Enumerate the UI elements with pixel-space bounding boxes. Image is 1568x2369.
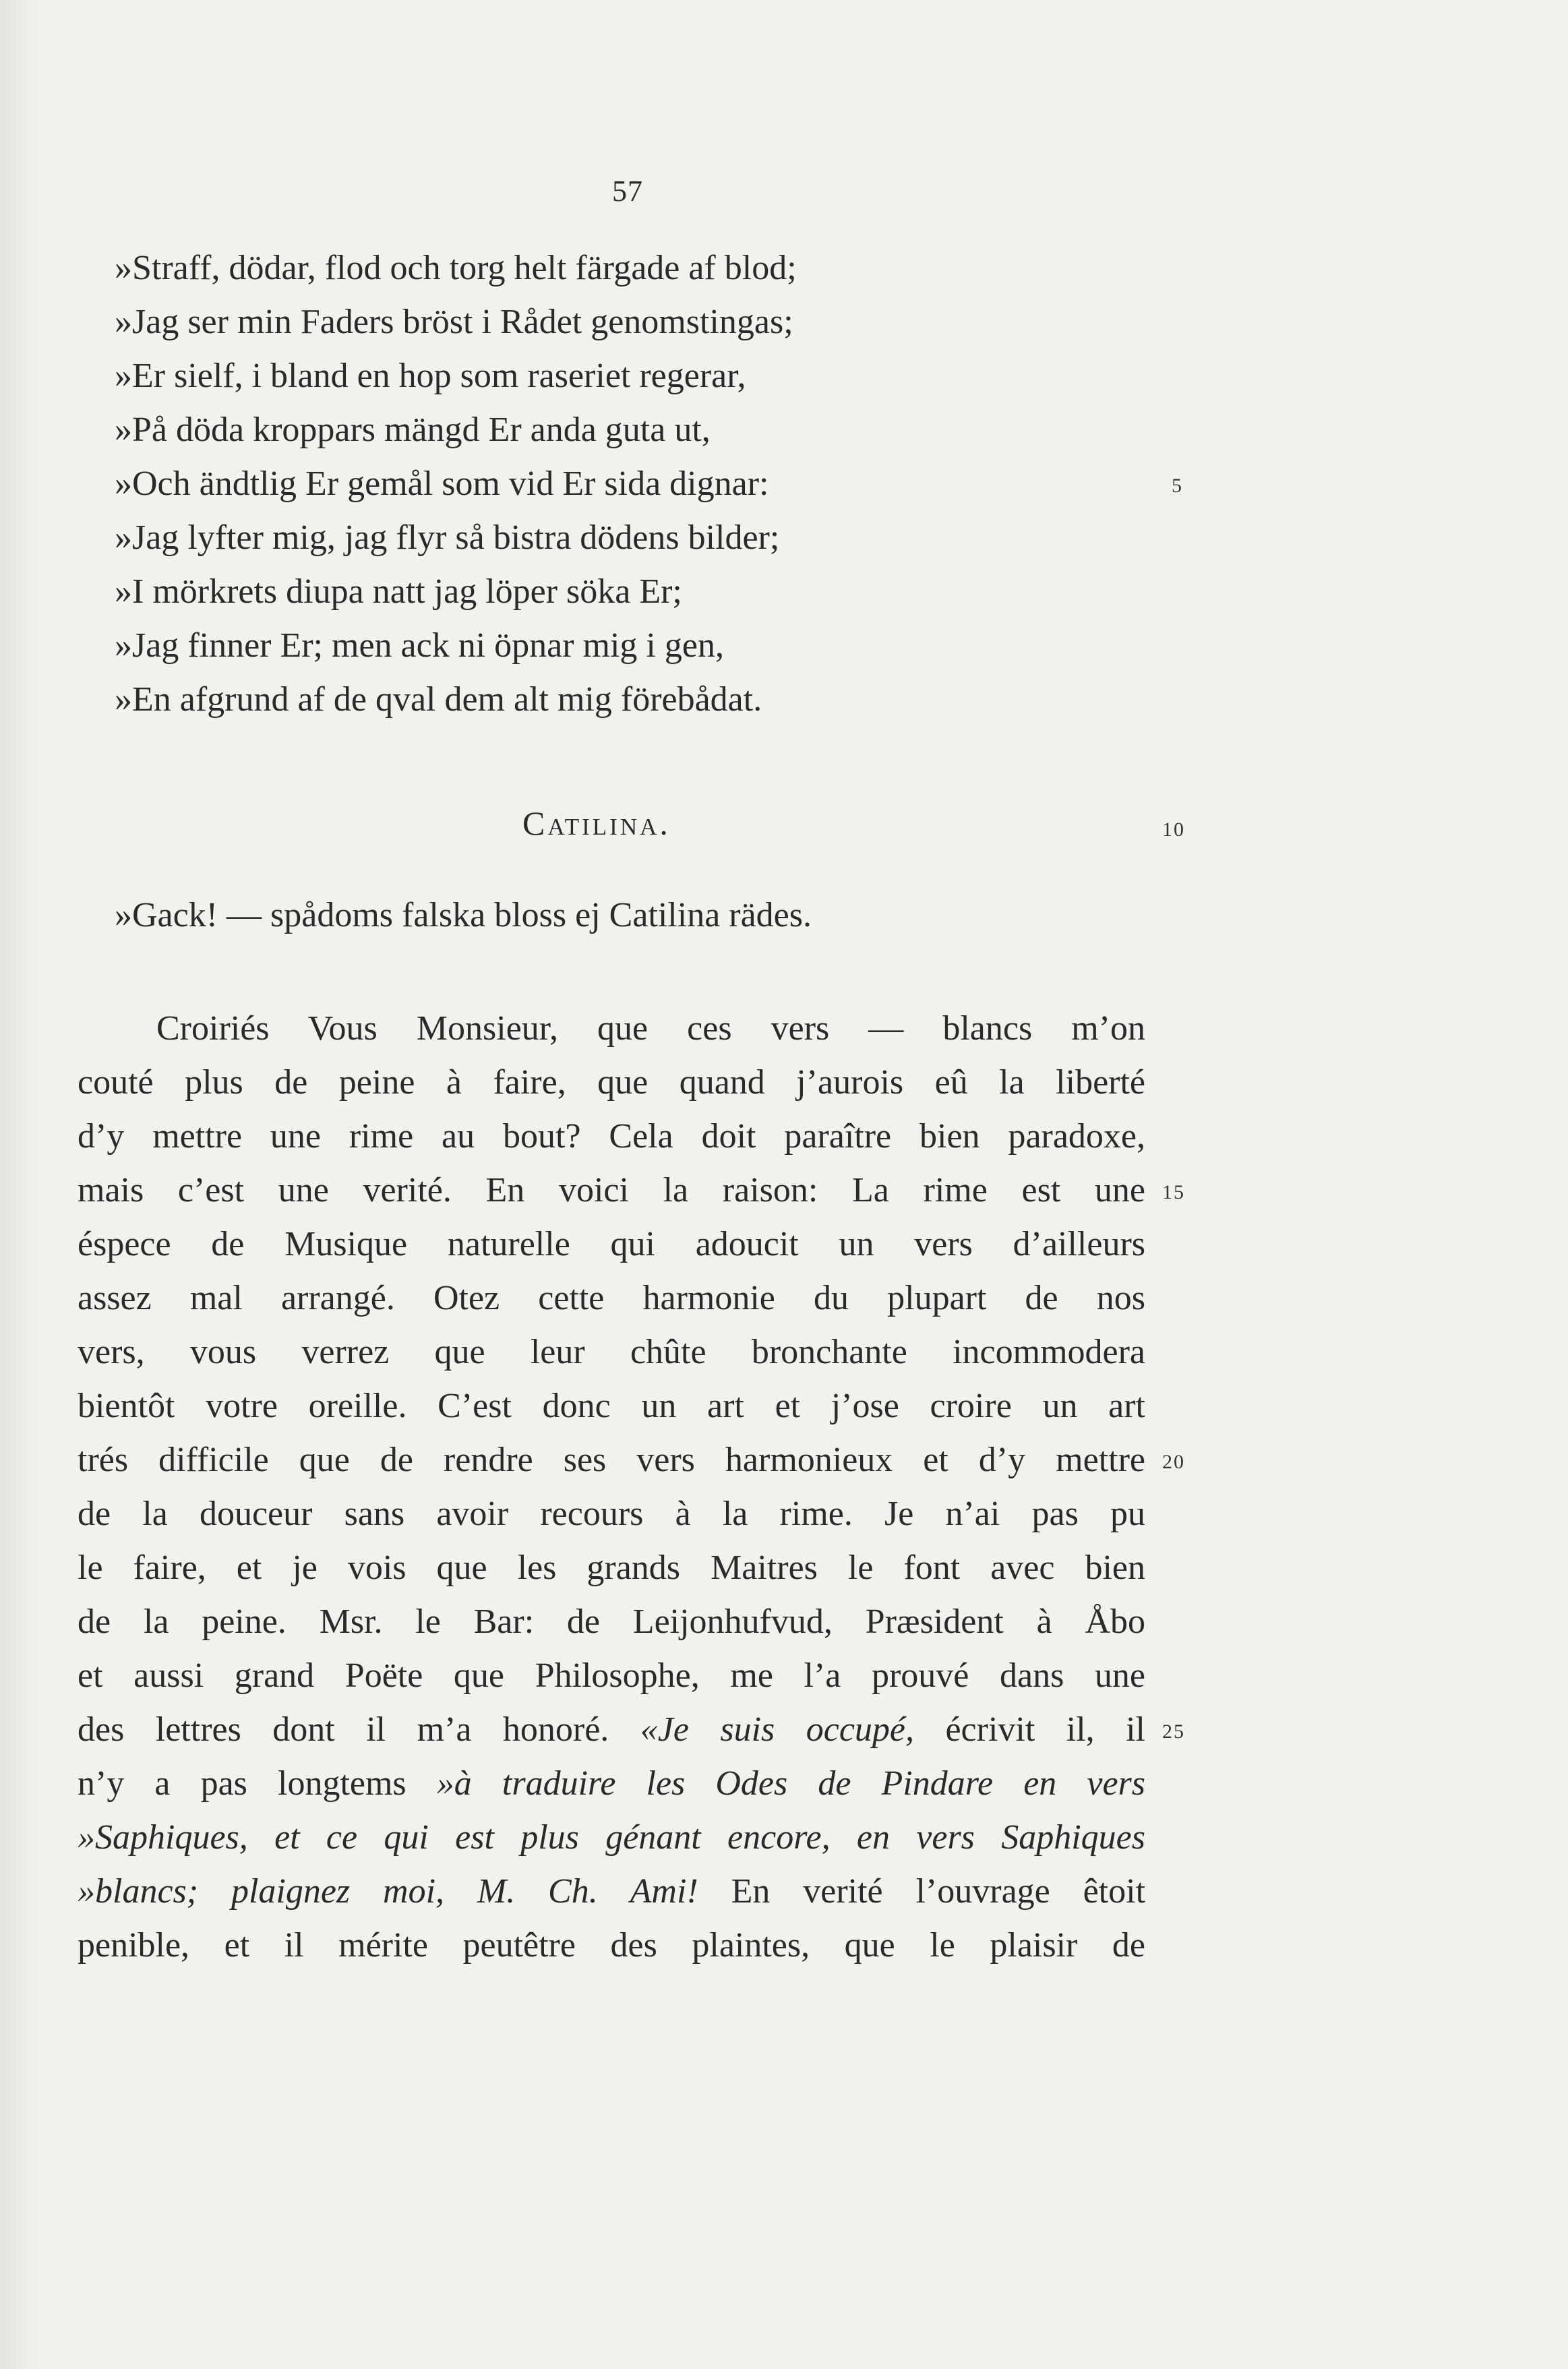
- prose-line: mais c’est une verité. En voici la raison: La rime est une: [78, 1171, 1145, 1209]
- quoted-italic: «Je suis occupé,: [640, 1710, 914, 1749]
- prose-segment: écrivit il, il: [945, 1710, 1146, 1749]
- speaker-heading: Catilina.: [522, 804, 671, 842]
- prose-line: éspece de Musique naturelle qui adoucit un vers d’ailleurs: [78, 1225, 1145, 1263]
- prose-line: penible, et il mérite peutêtre des plaintes, que le plaisir de: [78, 1926, 1145, 1965]
- prose-line: vers, vous verrez que leur chûte bronchante incommodera: [78, 1333, 1145, 1371]
- margin-line-number: 5: [1172, 475, 1183, 497]
- poem-line: »En afgrund af de qval dem alt mig förebådat.: [115, 680, 762, 719]
- speaker-line: »Gack! — spådoms falska bloss ej Catilina rädes.: [115, 896, 812, 934]
- poem-line: »Och ändtlig Er gemål som vid Er sida dignar:: [115, 464, 769, 503]
- prose-segment: n’y a pas longtems: [78, 1764, 406, 1803]
- prose-line: et aussi grand Poëte que Philosophe, me l’a prouvé dans une: [78, 1656, 1145, 1695]
- prose-line: le faire, et je vois que les grands Maitres le font avec bien: [78, 1549, 1145, 1587]
- margin-line-number: 15: [1162, 1181, 1185, 1203]
- poem-line: »Jag ser min Faders bröst i Rådet genomstingas;: [115, 303, 793, 341]
- prose-line: bientôt votre oreille. C’est donc un art et j’ose croire un art: [78, 1387, 1145, 1425]
- poem-line: »Straff, dödar, flod och torg helt färgade af blod;: [115, 249, 797, 287]
- prose-line: d’y mettre une rime au bout? Cela doit paraître bien paradoxe,: [78, 1117, 1145, 1156]
- prose-line: [78, 1871, 1145, 1912]
- margin-line-number: 10: [1162, 818, 1185, 841]
- quoted-italic: »à traduire les Odes de Pindare en vers: [436, 1764, 1146, 1803]
- prose-line: de la peine. Msr. le Bar: de Leijonhufvud, Præsident à Åbo: [78, 1602, 1145, 1641]
- poem-line: »På döda kroppars mängd Er anda guta ut,: [115, 411, 711, 449]
- prose-line: trés difficile que de rendre ses vers harmonieux et d’y mettre: [78, 1441, 1145, 1479]
- prose-line: »Saphiques, et ce qui est plus génant encore, en vers Saphiques: [78, 1818, 1145, 1857]
- prose-line: [78, 1710, 1145, 1750]
- prose-line: de la douceur sans avoir recours à la rime. Je n’ai pas pu: [78, 1495, 1145, 1533]
- margin-line-number: 20: [1162, 1451, 1185, 1473]
- poem-line: »Jag lyfter mig, jag flyr så bistra dödens bilder;: [115, 518, 780, 557]
- prose-line: Croiriés Vous Monsieur, que ces vers — blancs m’on: [156, 1009, 1145, 1048]
- quoted-italic: »blancs; plaignez moi, M. Ch. Ami!: [78, 1872, 698, 1911]
- prose-segment: des lettres dont il m’a honoré.: [78, 1710, 609, 1749]
- margin-line-number: 25: [1162, 1720, 1185, 1743]
- prose-line: assez mal arrangé. Otez cette harmonie du plupart de nos: [78, 1279, 1145, 1317]
- poem-line: »I mörkrets diupa natt jag löper söka Er;: [115, 572, 682, 611]
- poem-line: »Jag finner Er; men ack ni öpnar mig i gen,: [115, 626, 724, 665]
- prose-line: [78, 1764, 1145, 1804]
- poem-line: »Er sielf, i bland en hop som raseriet regerar,: [115, 357, 746, 395]
- prose-segment: En verité l’ouvrage êtoit: [731, 1872, 1146, 1911]
- prose-line: couté plus de peine à faire, que quand j’aurois eû la liberté: [78, 1063, 1145, 1102]
- page-number: 57: [612, 175, 643, 208]
